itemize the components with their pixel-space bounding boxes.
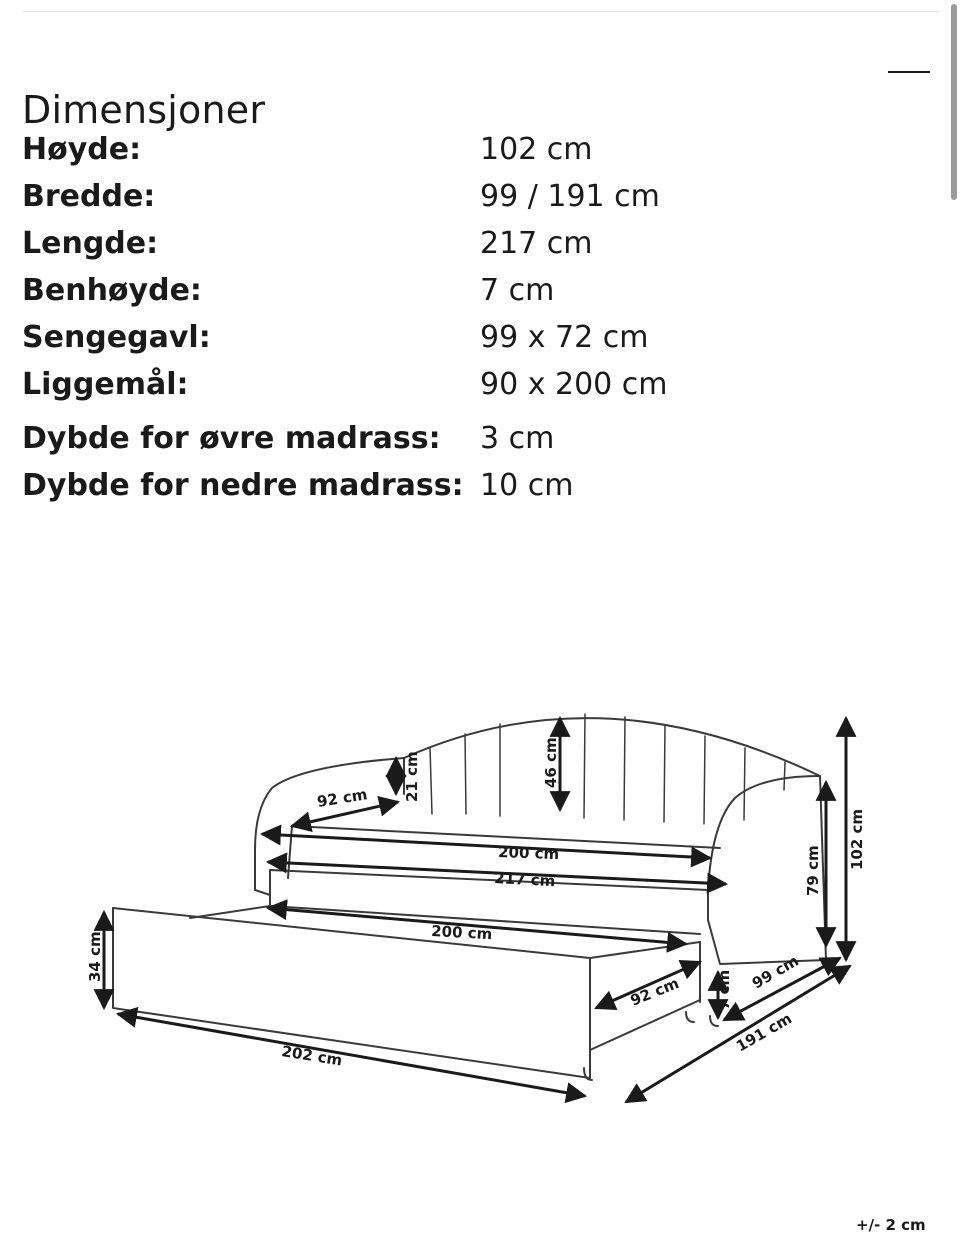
spec-value: 3 cm — [480, 421, 555, 456]
dim-label-backrest-height: 46 cm — [542, 737, 560, 788]
spec-row-leg-height — [22, 271, 722, 311]
spec-label: Sengegavl: — [22, 320, 211, 355]
dim-label-extended-depth: 191 cm — [733, 1009, 795, 1056]
spec-label: Dybde for øvre madrass: — [22, 421, 441, 456]
spec-row-width — [22, 177, 722, 217]
tolerance-note: +/- 2 cm — [856, 1216, 926, 1234]
dim-label-lower-mattress-length: 200 cm — [430, 922, 493, 944]
spec-value: 90 x 200 cm — [480, 367, 668, 402]
dim-label-total-length: 217 cm — [493, 869, 556, 891]
spec-value: 99 / 191 cm — [480, 179, 660, 214]
spec-label: Bredde: — [22, 179, 156, 214]
dim-label-leg-height: 7 cm — [715, 969, 733, 1010]
dim-label-armrest-height: 21 cm — [403, 751, 421, 802]
spec-value: 217 cm — [480, 226, 593, 261]
dim-label-armrest-length: 92 cm — [315, 785, 369, 811]
spec-row-upper-mattress-depth — [22, 419, 722, 459]
spec-row-lower-mattress-depth — [22, 466, 722, 506]
collapse-button[interactable] — [884, 54, 932, 88]
minus-icon — [888, 71, 930, 73]
spec-label: Benhøyde: — [22, 273, 202, 308]
dim-label-total-height: 102 cm — [848, 808, 866, 870]
section-title: Dimensjoner — [22, 87, 266, 132]
spec-label: Lengde: — [22, 226, 159, 261]
dim-label-lower-mattress-width: 92 cm — [627, 974, 682, 1010]
dim-label-upper-mattress-length: 200 cm — [497, 843, 560, 864]
spec-row-length — [22, 224, 722, 264]
top-divider — [22, 11, 940, 12]
dim-label-trundle-height: 34 cm — [86, 931, 104, 982]
spec-row-height — [22, 130, 722, 170]
spec-label: Høyde: — [22, 132, 142, 167]
daybed-outline — [113, 714, 826, 1080]
spec-row-headboard — [22, 318, 722, 358]
spec-value: 7 cm — [480, 273, 555, 308]
dim-label-bed-depth: 99 cm — [749, 951, 802, 993]
spec-label: Liggemål: — [22, 367, 189, 402]
spec-value: 102 cm — [480, 132, 593, 167]
spec-value: 99 x 72 cm — [480, 320, 649, 355]
dimension-labels — [86, 737, 926, 1234]
scrollbar-thumb[interactable] — [951, 4, 957, 200]
spec-label: Dybde for nedre madrass: — [22, 468, 464, 503]
dim-label-trundle-length: 202 cm — [280, 1042, 344, 1070]
spec-row-sleeping-area — [22, 365, 722, 405]
dim-label-seat-height: 79 cm — [804, 845, 822, 896]
daybed-dimension-diagram — [0, 690, 960, 1242]
spec-value: 10 cm — [480, 468, 574, 503]
